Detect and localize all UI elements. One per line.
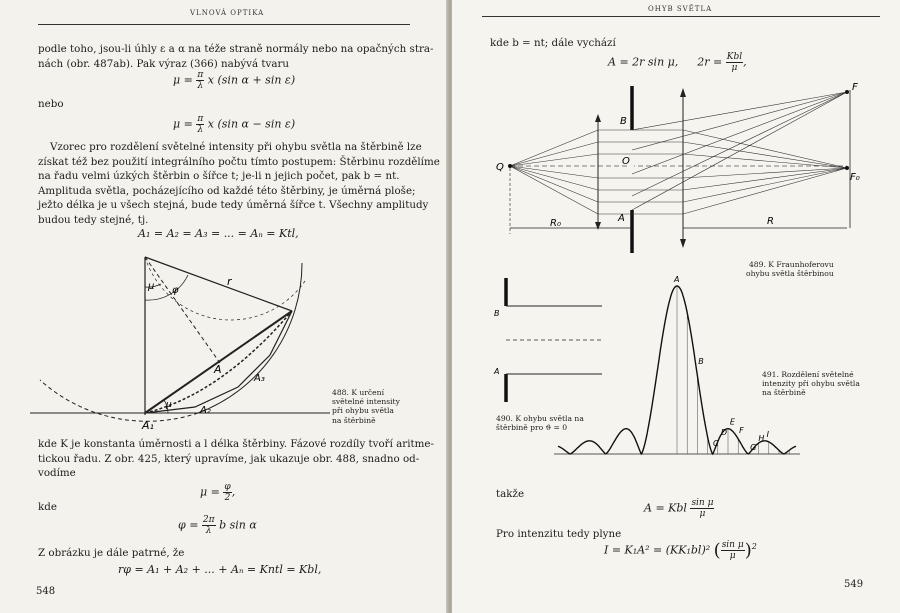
left-para2 [38, 140, 440, 228]
eq9-num: sin μ [721, 540, 744, 550]
fig488-chord-A [145, 311, 292, 413]
fig488-label-mu-bottom: μ [166, 400, 172, 410]
fig490-label-B: B [494, 309, 500, 318]
fig488-label-A2: A₂ [200, 405, 211, 416]
eq7-b-lhs: 2r = [697, 55, 723, 69]
caption-line: při ohybu světla [332, 406, 394, 416]
caption-line: na štěrbině [762, 388, 806, 398]
caption-line: 489. K Fraunhoferovu [748, 260, 834, 269]
eq9-exponent: 2 [751, 541, 757, 551]
fig489-lens2-arrow-top [680, 88, 686, 97]
fig488-label-phi: φ [172, 285, 179, 296]
fig488-radius-line [145, 257, 292, 311]
fig488-label-A3: A₃ [254, 373, 265, 384]
eq2-lhs: μ = [173, 117, 193, 131]
para2-line: na řadu velmi úzkých štěrbin o šířce t; je-li n jejich počet, pak b = nt. [38, 170, 400, 183]
fig489-source-point [508, 164, 512, 168]
kde-word: kde [38, 501, 57, 513]
eq9-den: μ [729, 551, 736, 561]
fig489-label-A: A [618, 213, 625, 224]
eq7-tail: , [743, 55, 747, 69]
fig488-arc-solid [198, 263, 302, 413]
eq4-tail: , [231, 485, 236, 499]
fig489-lens2-arrow-bottom [680, 239, 686, 248]
figure-488 [30, 245, 330, 435]
takze-word: takže [496, 488, 525, 500]
equation-mu-half-phi [200, 482, 235, 503]
caption-line: 488. K určení [332, 388, 384, 397]
fig488-caption [332, 388, 400, 425]
caption-line: světelné intensity [332, 397, 400, 407]
right-line2: Pro intenzitu tedy plyne [496, 528, 622, 540]
eq9-lhs: I = K₁A² = (KK₁bl)² [604, 543, 711, 557]
equation-mu-minus [173, 114, 295, 135]
eq4-num: φ [224, 482, 231, 492]
para2-line: získat též bez použití integrálního počtu tímto postupem: Štěrbinu rozdělíme [38, 155, 440, 168]
fig489-label-F: F [852, 82, 858, 93]
eq5-den: λ [205, 526, 212, 536]
para3-line: kde K je konstanta úměrnosti a l délka štěrbiny. Fázové rozdíly tvoří aritme- [38, 438, 435, 450]
para3-line: tickou řadu. Z obr. 425, který upravíme, jak ukazuje obr. 488, snadno od- [38, 452, 420, 465]
fig488-arc-dashed [40, 380, 198, 421]
right-page [452, 0, 900, 613]
caption-line: na štěrbině [332, 415, 376, 425]
eq1-den: λ [197, 81, 204, 91]
fig489-lens1-arrow-bottom [595, 222, 601, 230]
fig489-label-O: O [622, 156, 630, 167]
left-para4: Z obrázku je dále patrné, že [38, 547, 185, 559]
eq7-num: Kbl [726, 52, 743, 62]
right-header-rule [482, 16, 880, 17]
eq2-num: π [197, 114, 204, 124]
fig488-label-mu-top: μ [148, 281, 155, 292]
left-para3 [38, 437, 435, 481]
chart-point-label: H [758, 434, 765, 444]
fig489-label-F0: F₀ [850, 172, 860, 183]
fig489-label-Q: Q [496, 162, 504, 173]
equation-A-2r [608, 52, 747, 73]
chart-point-labels [673, 276, 770, 452]
eq2-fraction [196, 114, 204, 135]
para2-line: Amplituda světla, pocházejícího od každé této štěrbiny, je úměrná ploše; [38, 184, 416, 197]
eq1-num: π [197, 70, 204, 80]
eq7-fraction [726, 52, 743, 73]
eq4-fraction [223, 482, 231, 503]
fig489-label-R: R [767, 216, 774, 227]
right-page-number: 549 [844, 579, 864, 590]
left-running-head: VLNOVÁ OPTIKA [190, 9, 265, 17]
eq9-fraction [721, 540, 745, 561]
eq1-fraction [196, 70, 204, 91]
fig489-label-R0: R₀ [550, 218, 561, 229]
eq5-lhs: φ = [178, 518, 199, 532]
eq5-rhs: b sin α [219, 518, 257, 532]
caption-line: intenzity při ohybu světla [762, 379, 860, 389]
left-header-rule [38, 24, 410, 25]
chart-point-label: E [729, 417, 735, 427]
fig488-dashed-bisector [145, 257, 220, 363]
eq5-num: 2π [202, 515, 215, 525]
eq2-rhs: x (sin α − sin ε) [207, 117, 296, 131]
figure-489 [492, 78, 892, 260]
equation-sum: rφ = A₁ + A₂ + ... + Aₙ = Kntl = Kbl, [118, 563, 322, 576]
caption-line: štěrbině pro ϑ = 0 [496, 423, 568, 433]
fig488-label-A1: A₁ [142, 419, 154, 432]
para2-line: ježto délka je u všech stejná, bude tedy úměrná šířce t. Všechny amplitudy [38, 199, 429, 212]
equation-A-final [644, 498, 714, 519]
para3-line: vodíme [38, 467, 76, 480]
chart-point-label: I [766, 429, 769, 439]
fig489-label-B: B [620, 116, 627, 127]
chart-point-label: F [739, 426, 744, 436]
fig491-caption [762, 370, 860, 398]
equation-intensity: I = K₁A² = (KK₁bl)² ( $\frac{\text{sin μ}}{\mu}$ )$^2$ [604, 540, 757, 561]
eq1-lhs: μ = [173, 73, 193, 87]
chart-point-label: G [750, 442, 757, 452]
fig489-lens1-arrow-top [595, 114, 601, 122]
fig489-point-F0 [845, 166, 849, 170]
caption-line: 491. Rozdělení světelné [762, 370, 854, 379]
eq8-den: μ [699, 509, 706, 519]
eq7-den: μ [731, 63, 738, 73]
equation-mu-plus [173, 70, 295, 91]
eq4-den: 2 [224, 493, 231, 503]
chart-point-label: D [720, 427, 728, 437]
left-page [0, 0, 448, 613]
eq8-fraction [690, 498, 714, 519]
equation-phi [178, 515, 257, 536]
left-para1-line1: podle toho, jsou-li úhly ε a α na téže straně normály nebo na opačných stra- [38, 43, 434, 55]
right-running-head: OHYB SVĚTLA [648, 5, 713, 13]
nebo-word: nebo [38, 98, 64, 110]
chart-point-label: B [698, 356, 704, 366]
eq4-lhs: μ = [200, 485, 220, 499]
fig488-label-A: A [214, 363, 222, 376]
chart-point-label: C [713, 439, 719, 449]
eq7-a: A = 2r sin μ, [608, 55, 679, 69]
left-page-number: 548 [36, 586, 56, 597]
fig488-label-r: r [227, 275, 232, 288]
left-para1-line2: nách (obr. 487ab). Pak výraz (366) nabývá tvaru [38, 58, 290, 70]
eq1-rhs: x (sin α + sin ε) [207, 73, 296, 87]
chart-point-label: A [674, 276, 680, 284]
caption-line: 490. K ohybu světla na [496, 414, 584, 423]
fig489-rays [510, 92, 847, 214]
equation-amplitudes: A₁ = A₂ = A₃ = ... = Aₙ = Ktl, [138, 227, 299, 240]
fig489-point-F [845, 90, 849, 94]
para2-line: budou tedy stejné, tj. [38, 213, 149, 226]
caption-line: ohybu světla štěrbinou [746, 269, 834, 279]
fig490-label-A: A [494, 367, 500, 376]
para2-line: Vzorec pro rozdělení světelné intensity při ohybu světla na štěrbině lze [50, 141, 422, 153]
eq8-lhs: A = Kbl [644, 501, 687, 515]
eq8-num: sin μ [691, 498, 714, 508]
eq2-den: λ [197, 125, 204, 135]
figure-491-intensity-chart [552, 276, 802, 462]
right-line1: kde b = nt; dále vychází [490, 37, 616, 49]
eq5-fraction [202, 515, 216, 536]
